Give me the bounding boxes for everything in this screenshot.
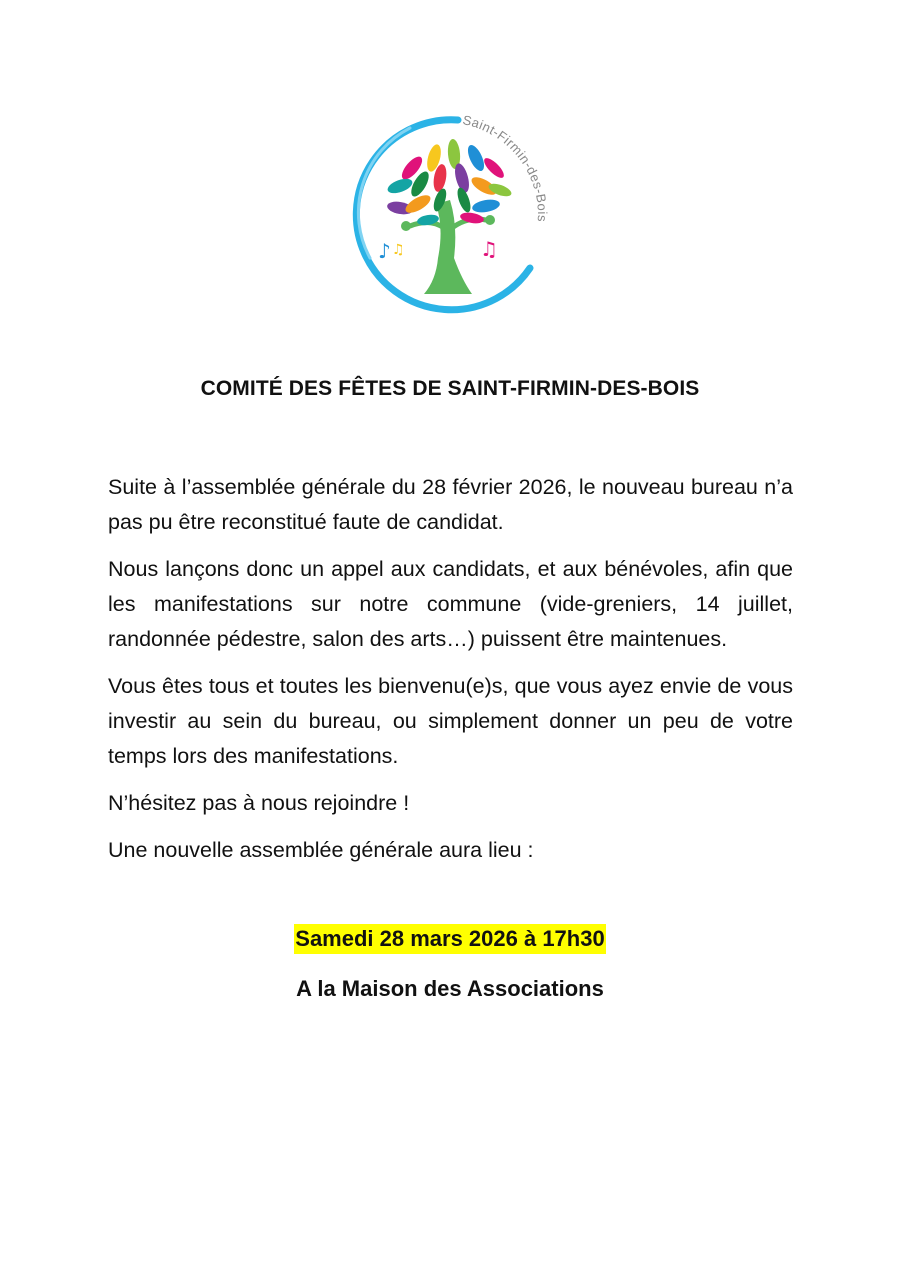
tree-logo-graphic (340, 108, 560, 318)
paragraph-join: N’hésitez pas à nous rejoindre ! (108, 791, 410, 815)
svg-text:♫: ♫ (392, 242, 405, 258)
paragraph-appeal: Nous lançons donc un appel aux candidats, et aux bénévoles, afin que les manifestations sur notre commune (vide-greniers, 14 juillet, randonnée pédestre, salon des arts…) puissent être maintenues. (108, 557, 793, 651)
paragraph-intro: Suite à l’assemblée générale du 28 février 2026, le nouveau bureau n’a pas pu être reconstitué faute de candidat. (108, 475, 793, 534)
event-date-line (0, 926, 900, 952)
paragraph-welcome: Vous êtes tous et toutes les bienvenu(e)s, que vous ayez envie de vous investir au sein du bureau, ou simplement donner un peu de votre temps lors des manifestations. (108, 674, 793, 768)
event-place: A la Maison des Associations (296, 976, 604, 1001)
event-date: Samedi 28 mars 2026 à 17h30 (294, 924, 605, 954)
page-title: COMITÉ DES FÊTES DE SAINT-FIRMIN-DES-BOIS (200, 377, 700, 400)
association-logo (340, 108, 560, 318)
paragraph-announcement: Une nouvelle assemblée générale aura lieu : (108, 838, 534, 862)
body-text (108, 470, 793, 880)
svg-text:♫: ♫ (480, 237, 498, 261)
svg-text:♪: ♪ (378, 239, 391, 263)
logo-arc-text: Saint-Firmin-des-Bois (461, 112, 551, 223)
